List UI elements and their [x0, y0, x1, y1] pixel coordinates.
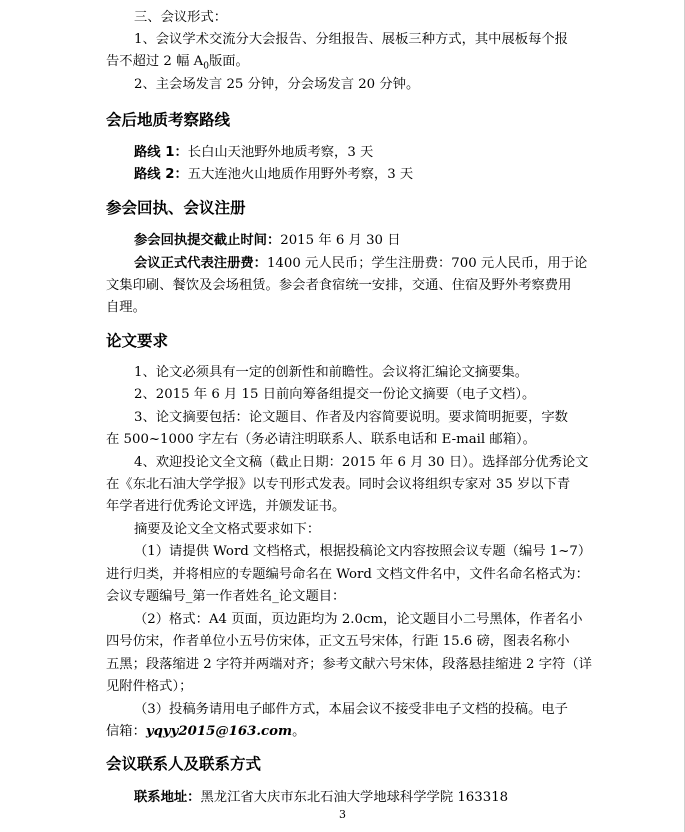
route-2: 路线 2：五大连池火山地质作用野外考察，3 天	[134, 167, 414, 182]
field-trip-heading: 会后地质考察路线	[106, 111, 231, 129]
paper-req-1: 1、论文必须具有一定的创新性和前瞻性。会议将汇编论文摘要集。	[134, 365, 529, 380]
paper-req-4-line2: 在《东北石油大学学报》以专刊形式发表。同时会议将组织专家对 35 岁以下青	[106, 477, 571, 492]
format-2-line1: （2）格式：A4 页面，页边距均为 2.0cm，论文题目小二号黑体，作者名小	[134, 612, 583, 627]
registration-fee-line1: 会议正式代表注册费：1400 元人民币；学生注册费：700 元人民币，用于论	[134, 256, 588, 271]
registration-heading: 参会回执、会议注册	[106, 199, 246, 217]
meeting-form-item1-line1: 1、会议学术交流分大会报告、分组报告、展板三种方式，其中展板每个报	[134, 32, 568, 47]
registration-fee-line2: 文集印刷、餐饮及会场租赁。参会者食宿统一安排，交通、住宿及野外考察费用	[106, 278, 572, 293]
format-1-line2: 进行归类，并将相应的专题编号命名在 Word 文档文件名中，文件名命名格式为：	[106, 567, 589, 582]
registration-fee-line3: 自理。	[106, 300, 146, 315]
paper-req-3-line1: 3、论文摘要包括：论文题目、作者及内容简要说明。要求简明扼要，字数	[134, 410, 568, 425]
format-3-line2: 信箱：yqyy2015@163.com。	[106, 724, 306, 739]
format-2-line3: 五黑；段落缩进 2 字符并两端对齐；参考文献六号宋体，段落悬挂缩进 2 字符（详	[106, 657, 592, 672]
meeting-form-item1-line2: 告不超过 2 幅 $A_0$版面。	[106, 54, 249, 72]
contact-heading: 会议联系人及联系方式	[106, 755, 262, 773]
paper-requirements-heading: 论文要求	[106, 332, 169, 350]
submission-email[interactable]: yqyy2015@163.com	[145, 724, 293, 739]
route-1: 路线 1：长白山天池野外地质考察，3 天	[134, 145, 374, 160]
paper-req-4-line3: 年学者进行优秀论文评选，并颁发证书。	[106, 499, 346, 514]
format-1-line3: 会议专题编号_第一作者姓名_论文题目：	[106, 589, 346, 604]
paper-req-3-line2: 在 500~1000 字左右（务必请注明联系人、联系电话和 E-mail 邮箱）。	[106, 432, 536, 447]
meeting-form-title: 三、会议形式：	[134, 10, 228, 25]
format-intro: 摘要及论文全文格式要求如下：	[134, 522, 321, 537]
format-3-line1: （3）投稿务请用电子邮件方式，本届会议不接受非电子文档的投稿。电子	[134, 702, 568, 717]
paper-req-2: 2、2015 年 6 月 15 日前向筹备组提交一份论文摘要（电子文档）。	[134, 387, 536, 402]
page-number: 3	[339, 808, 346, 821]
format-1-line1: （1）请提供 Word 文档格式，根据投稿论文内容按照会议专题（编号 1~7）	[134, 544, 592, 559]
format-2-line4: 见附件格式）；	[106, 679, 193, 694]
format-2-line2: 四号仿宋，作者单位小五号仿宋体，正文五号宋体，行距 15.6 磅，图表名称小	[106, 634, 570, 649]
meeting-form-item2: 2、主会场发言 25 分钟，分会场发言 20 分钟。	[134, 77, 420, 92]
contact-address: 联系地址：黑龙江省大庆市东北石油大学地球科学学院 163318	[134, 790, 509, 805]
paper-req-4-line1: 4、欢迎投论文全文稿（截止日期：2015 年 6 月 30 日）。选择部分优秀论文	[134, 455, 589, 470]
registration-deadline: 参会回执提交截止时间：2015 年 6 月 30 日	[134, 233, 401, 248]
